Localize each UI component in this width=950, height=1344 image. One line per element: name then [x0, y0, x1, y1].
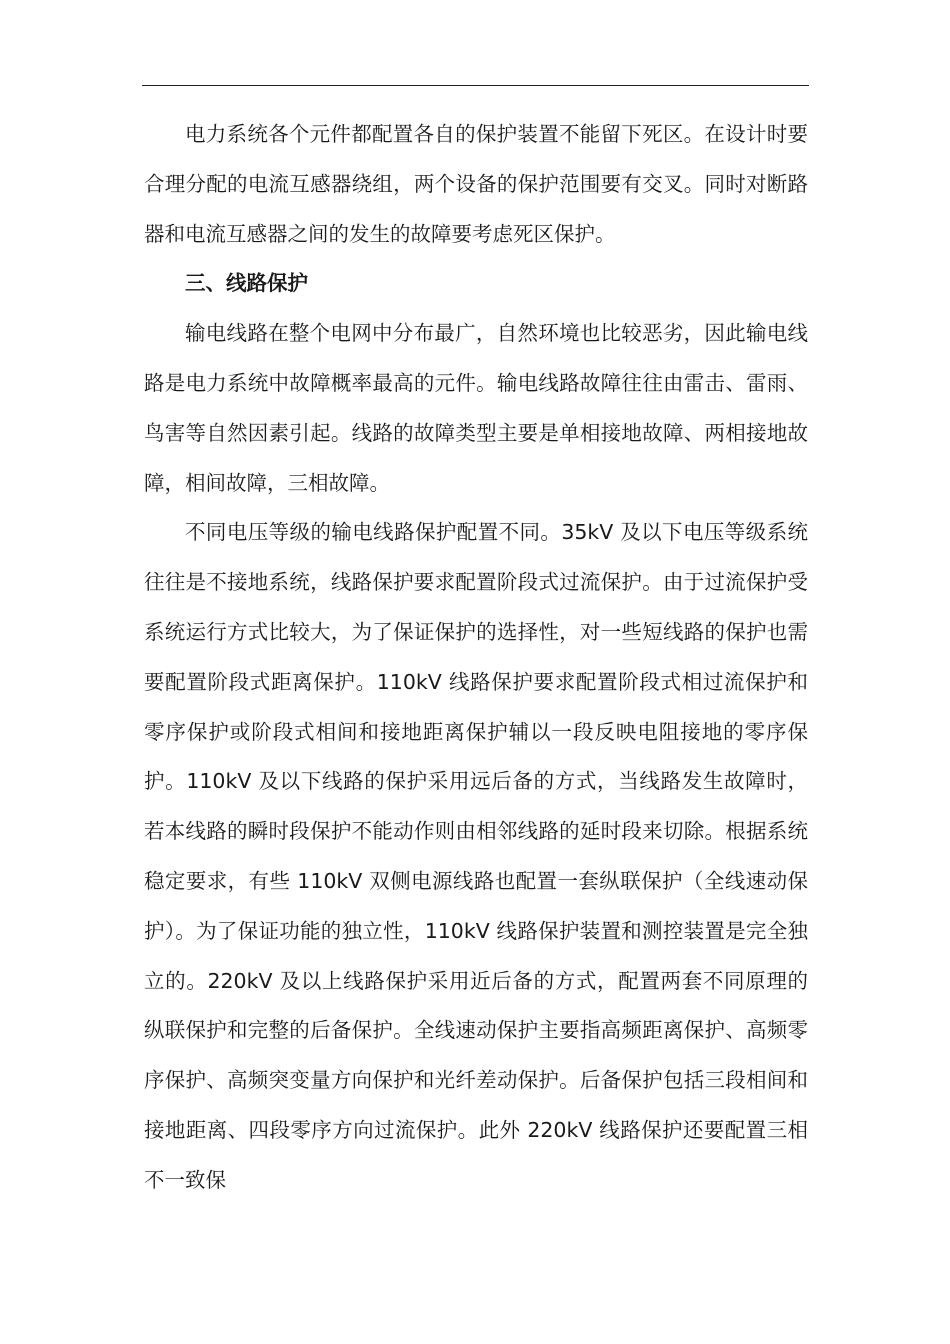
paragraph-line-faults: 输电线路在整个电网中分布最广，自然环境也比较恶劣，因此输电线路是电力系统中故障概率最高的元件。输电线路故障往往由雷击、雷雨、鸟害等自然因素引起。线路的故障类型主要是单相接地故障、两相接地故障，相间故障，三相故障。	[144, 321, 808, 495]
paragraph-dead-zone: 电力系统各个元件都配置各自的保护装置不能留下死区。在设计时要合理分配的电流互感器绕组，两个设备的保护范围要有交叉。同时对断路器和电流互感器之间的发生的故障要考虑死区保护。	[144, 122, 808, 246]
section-heading-line-protection: 三、线路保护	[185, 271, 308, 296]
document-body	[144, 110, 808, 1206]
paragraph-protection-config: 不同电压等级的输电线路保护配置不同。35kV 及以下电压等级系统往往是不接地系统，线路保护要求配置阶段式过流保护。由于过流保护受系统运行方式比较大，为了保证保护的选择性，对一些短线路的保护也需要配置阶段式距离保护。110kV 线路保护要求配置阶段式相过流保护和零序保护或阶段式相间和接地距离保护辅以一段反映电阻接地的零序保护。110kV 及以下线路的保护采用远后备的方式，当线路发生故障时，若本线路的瞬时段保护不能动作则由相邻线路的延时段来切除。根据系统稳定要求，有些 110kV 双侧电源线路也配置一套纵联保护（全线速动保护）。为了保证功能的独立性，110kV 线路保护装置和测控装置是完全独立的。220kV 及以上线路保护采用近后备的方式，配置两套不同原理的纵联保护和完整的后备保护。全线速动保护主要指高频距离保护、高频零序保护、高频突变量方向保护和光纤差动保护。后备保护包括三段相间和接地距离、四段零序方向过流保护。此外 220kV 线路保护还要配置三相不一致保	[144, 520, 808, 1192]
header-rule	[142, 85, 809, 86]
